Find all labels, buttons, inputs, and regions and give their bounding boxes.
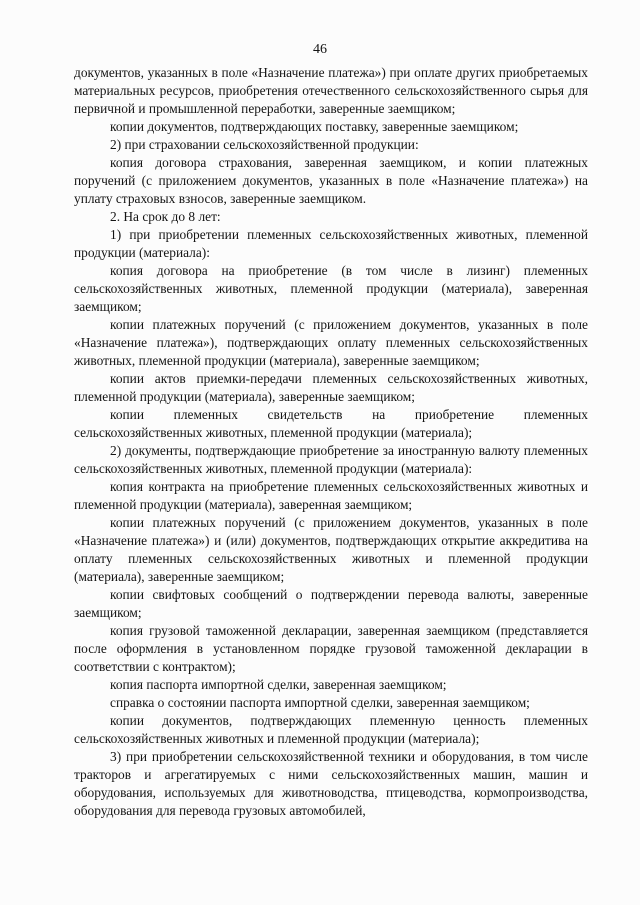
paragraph: копии свифтовых сообщений о подтверждении перевода валюты, заверенные заемщиком; xyxy=(74,587,588,620)
paragraph: 2) документы, подтверждающие приобретение за иностранную валюту племенных сельскохозяйственных животных, племенной продукции (материала): xyxy=(74,443,588,476)
page-number: 46 xyxy=(313,42,327,57)
paragraph: копии племенных свидетельств на приобретение племенных сельскохозяйственных животных, племенной продукции (материала); xyxy=(74,407,588,440)
paragraph: справка о состоянии паспорта импортной сделки, заверенная заемщиком; xyxy=(110,695,530,710)
paragraph: 1) при приобретении племенных сельскохозяйственных животных, племенной продукции (материала): xyxy=(74,227,588,260)
paragraph: 2) при страховании сельскохозяйственной продукции: xyxy=(110,137,419,152)
paragraph: документов, указанных в поле «Назначение платежа») при оплате других приобретаемых материальных ресурсов, приобретения отечественного сельскохозяйственного сырья для первичной и промышленной переработки, заверенные заемщиком; xyxy=(74,65,588,116)
paragraph: копия паспорта импортной сделки, заверенная заемщиком; xyxy=(110,677,447,692)
paragraph: копии документов, подтверждающих поставку, заверенные заемщиком; xyxy=(110,119,519,134)
paragraph: 2. На срок до 8 лет: xyxy=(110,209,221,224)
paragraph: копия договора страхования, заверенная заемщиком, и копии платежных поручений (с приложением документов, указанных в поле «Назначение платежа») на уплату страховых взносов, заверенные заемщиком. xyxy=(74,155,588,206)
paragraph: копии платежных поручений (с приложением документов, указанных в поле «Назначение платежа»), подтверждающих оплату племенных сельскохозяйственных животных, племенной продукции (материала), заверенные заемщиком; xyxy=(74,317,588,368)
paragraph: копии платежных поручений (с приложением документов, указанных в поле «Назначение платежа») и (или) документов, подтверждающих открытие аккредитива на оплату племенных сельскохозяйственных животных и племенной продукции (материала), заверенные заемщиком; xyxy=(74,515,588,584)
paragraph: копия грузовой таможенной декларации, заверенная заемщиком (представляется после оформления в установленном порядке грузовой таможенной декларации в соответствии с контрактом); xyxy=(74,623,588,674)
paragraph: копия договора на приобретение (в том числе в лизинг) племенных сельскохозяйственных животных, племенной продукции (материала), заверенная заемщиком; xyxy=(74,263,588,314)
paragraph: копии документов, подтверждающих племенную ценность племенных сельскохозяйственных животных и племенной продукции (материала); xyxy=(74,713,588,746)
paragraph: 3) при приобретении сельскохозяйственной техники и оборудования, в том числе тракторов и агрегатируемых с ними сельскохозяйственных машин, машин и оборудования, используемых для животноводства, птицеводства, кормопроизводства, оборудования для перевода грузовых автомобилей, xyxy=(74,749,588,818)
document-body xyxy=(74,64,588,820)
paragraph: копии актов приемки-передачи племенных сельскохозяйственных животных, племенной продукции (материала), заверенные заемщиком; xyxy=(74,371,588,404)
paragraph: копия контракта на приобретение племенных сельскохозяйственных животных и племенной продукции (материала), заверенная заемщиком; xyxy=(74,479,588,512)
